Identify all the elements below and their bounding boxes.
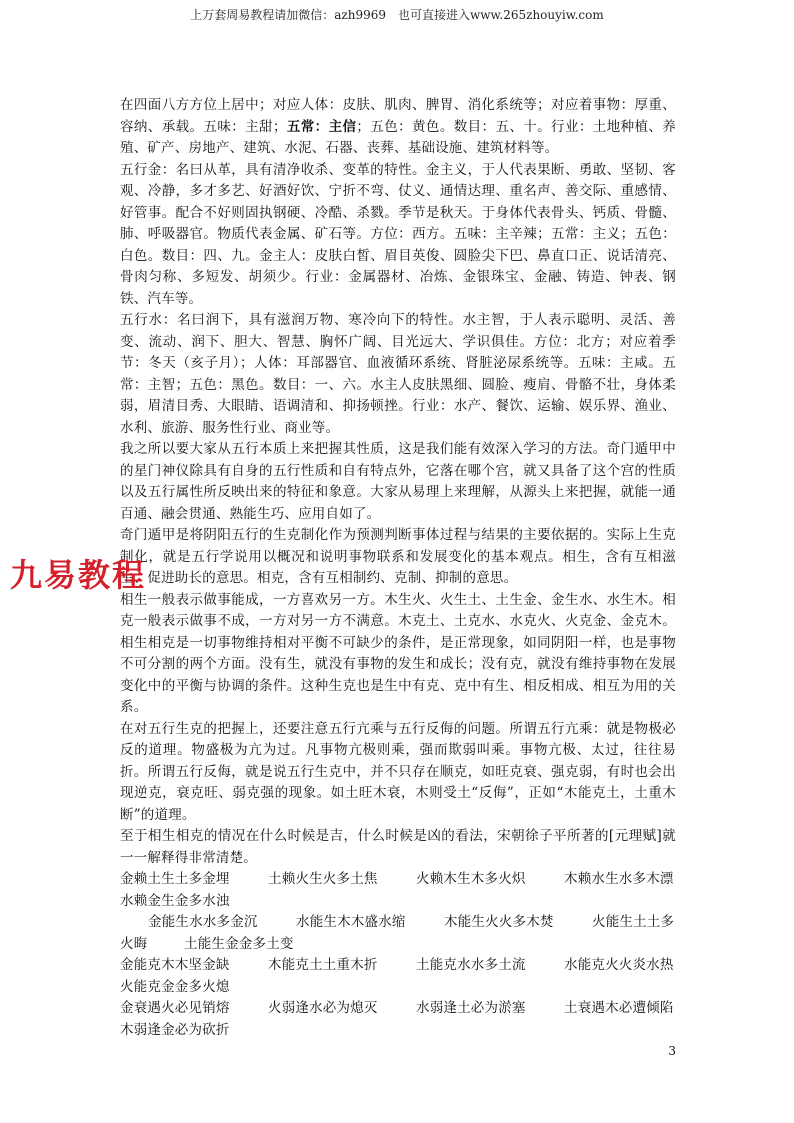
document-body: [120, 95, 676, 1041]
paragraph-yuanlifu: 至于相生相克的情况在什么时候是吉，什么时候是凶的看法，宋朝徐子平所著的[元理赋]就一一解释得非常清楚。: [120, 828, 676, 866]
paragraph-qimen: 奇门遁甲是将阴阳五行的生克制化作为预测判断事体过程与结果的主要依据的。实际上生克制化，就是五行学说用以概况和说明事物联系和发展变化的基本观点。相生，含有互相滋生、促进助长的意思。相克，含有互相制约、克制、抑制的意思。: [120, 527, 676, 586]
paragraph-method: 我之所以要大家从五行本质上来把握其性质，这是我们能有效深入学习的方法。奇门遁甲中的星门神仪除具有自身的五行性质和自有特点外，它落在哪个宫，就又具备了这个宫的性质以及五行属性所反映出来的特征和象意。大家从易理上来理解，从源头上来把握，就能一通百通、融会贯通、熟能生巧、应用自如了。: [120, 441, 676, 522]
verse-line: 水赖金生金多水浊: [120, 892, 230, 909]
verse-group-ke: [120, 955, 676, 998]
verse-line: 金能克木木坚金缺 木能克土土重木折 土能克水水多土流 水能克火火炎水热: [120, 957, 674, 973]
paragraph-kang-wu: 在对五行生克的把握上，还要注意五行亢乘与五行反侮的问题。所谓五行亢乘：就是物极必反的道理。物盛极为亢为过。凡事物亢极则乘，强而欺弱叫乘。事物亢极、太过，往往易折。所谓五行反侮，就是说五行生克中，并不只存在顺克，如旺克衰、强克弱，有时也会出现逆克，衰克旺、弱克强的现象。如土旺木衰，木则受土“反侮”，正如“木能克土，土重木断”的道理。: [120, 720, 676, 823]
verse-line: 火晦 土能生金金多土变: [120, 935, 294, 952]
bold-term: 五常：主信: [286, 118, 357, 135]
verse-line: 金赖土生土多金埋 土赖火生火多土焦 火赖木生木多火炽 木赖水生水多木漂: [120, 871, 674, 887]
verse-group-sheng: [120, 912, 676, 955]
verse-line: 金能生水水多金沉 水能生木木盛水缩 木能生火火多木焚 火能生土土多: [148, 914, 675, 930]
paragraph-sheng-ke: 相生一般表示做事能成，一方喜欢另一方。木生火、火生土、土生金、金生水、水生木。相克一般表示做事不成，一方对另一方不满意。木克土、土克水、水克火、火克金、金克木。相生相克是一切事物维持相对平衡不可缺少的条件，是正常现象，如同阴阳一样，也是事物不可分割的两个方面。没有生，就没有事物的发生和成长；没有克，就没有维持事物在发展变化中的平衡与协调的条件。这种生克也是生中有克、克中有生、相反相成、相互为用的关系。: [120, 591, 676, 715]
watermark-logo: 九易教程: [10, 556, 147, 594]
page-number: 3: [668, 1044, 676, 1058]
page-header: 上万套周易教程请加微信：azh9969 也可直接进入www.265zhouyiw.com: [190, 8, 604, 22]
paragraph-metal: 五行金：名曰从革，具有清净收杀、变革的特性。金主义，于人代表果断、勇敢、坚韧、客观、冷静，多才多艺、好酒好饮、宁折不弯、仗义、通情达理、重名声、善交际、重感情、好管事。配合不好则固执钢硬、冷酷、杀戮。季节是秋天。于身体代表骨头、钙质、骨髓、肺、呼吸器官。物质代表金属、矿石等。方位：西方。五味：主辛辣；五常：主义；五色：白色。数目：四、九。金主人：皮肤白皙、眉目英俊、圆脸尖下巴、鼻直口正、说话清亮、骨肉匀称、多短发、胡须少。行业：金属器材、冶炼、金银珠宝、金融、铸造、钟表、钢铁、汽车等。: [120, 161, 676, 307]
verse-line: 金衰遇火必见销熔 火弱逢水必为熄灭 水弱逢土必为淤塞 土衰遇木必遭倾陷: [120, 1000, 674, 1016]
verse-group-lai: [120, 869, 676, 912]
verse-line: 木弱逢金必为砍折: [120, 1021, 230, 1038]
verse-group-shuai: [120, 998, 676, 1041]
paragraph-earth: 在四面八方方位上居中；对应人体：皮肤、肌肉、脾胃、消化系统等；对应着事物：厚重、容纳、承载。五味：主甜；五常：主信；五色：黄色。数目：五、十。行业：土地种植、养殖、矿产、房地产、建筑、水泥、石器、丧葬、基础设施、建筑材料等。: [120, 97, 676, 156]
verse-line: 火能克金金多火熄: [120, 978, 230, 995]
paragraph-water: 五行水：名曰润下，具有滋润万物、寒冷向下的特性。水主智，于人表示聪明、灵活、善变、流动、润下、胆大、智慧、胸怀广阔、目光远大、学识俱佳。方位：北方；对应着季节：冬天（亥子月）；人体：耳部器官、血液循环系统、肾脏泌尿系统等。五味：主咸。五常：主智；五色：黑色。数目：一、六。水主人皮肤黑细、圆脸、瘦肩、骨骼不壮，身体柔弱，眉清目秀、大眼睛、语调清和、抑扬顿挫。行业：水产、餐饮、运输、娱乐界、渔业、水利、旅游、服务性行业、商业等。: [120, 312, 676, 436]
